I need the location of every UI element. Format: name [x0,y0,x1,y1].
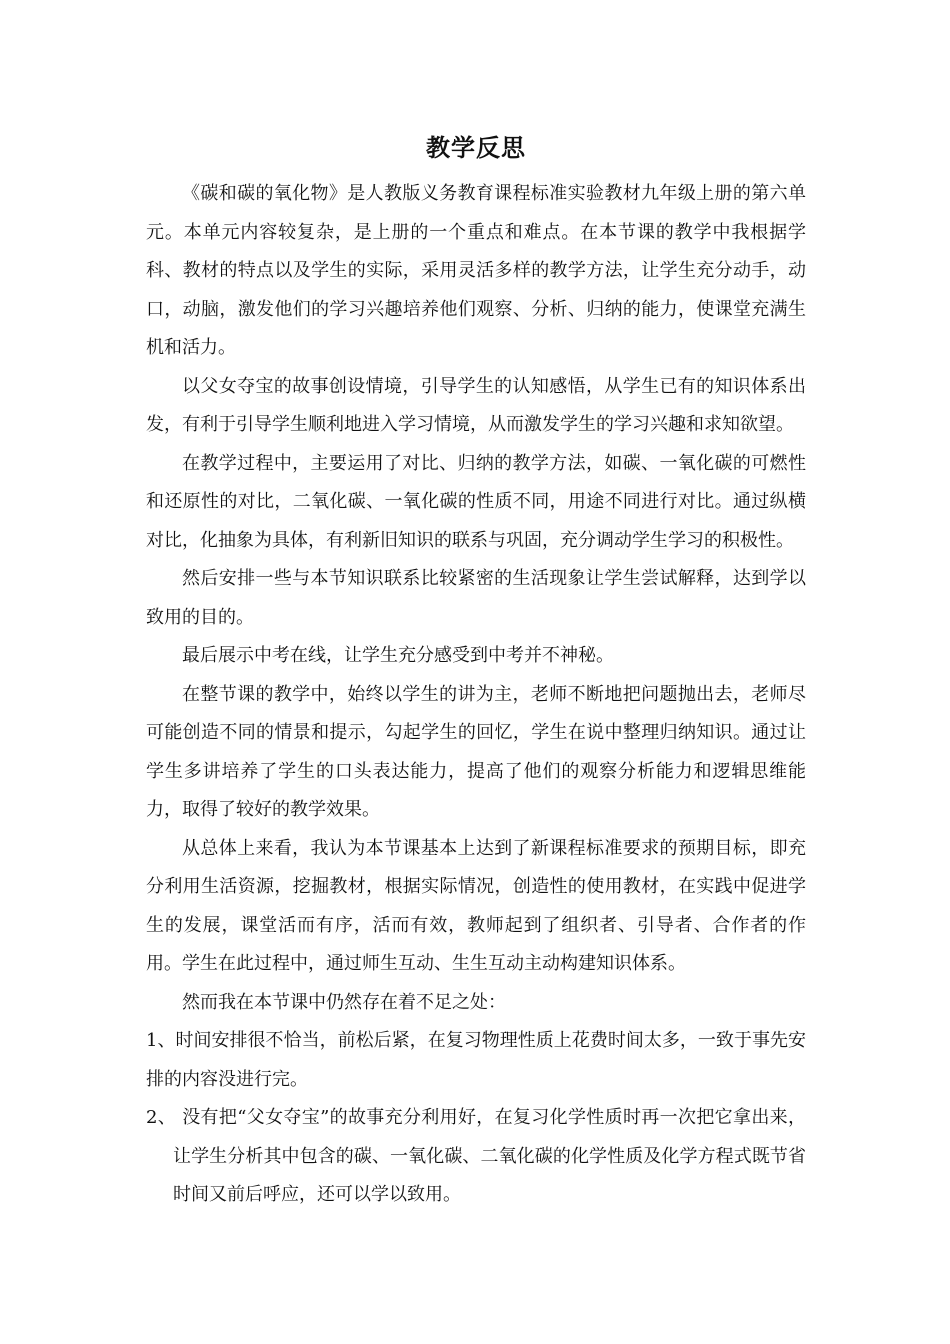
paragraph-overall-summary: 从总体上来看，我认为本节课基本上达到了新课程标准要求的预期目标，即充分利用生活资源，挖掘教材，根据实际情况，创造性的使用教材，在实践中促进学生的发展，课堂活而有序，活而有效，教师起到了组织者、引导者、合作者的作用。学生在此过程中，通过师生互动、生生互动主动构建知识体系。 [146,837,806,974]
shortcoming-item-2 [146,1099,806,1215]
shortcomings-list [146,1022,806,1215]
shortcomings-intro: 然而我在本节课中仍然存在着不足之处： [182,991,506,1013]
list-text: 没有把“父女夺宝”的故事充分利用好，在复习化学性质时再一次把它拿出来，让学生分析其中包含的碳、一氧化碳、二氧化碳的化学性质及化学方程式既节省时间又前后呼应，还可以学以致用。 [173,1107,806,1205]
paragraph-exam-online: 最后展示中考在线，让学生充分感受到中考并不神秘。 [182,645,614,666]
paragraph-teaching-method: 在教学过程中，主要运用了对比、归纳的教学方法，如碳、一氧化碳的可燃性和还原性的对比，二氧化碳、一氧化碳的性质不同，用途不同进行对比。通过纵横对比，化抽象为具体，有利新旧知识的联系与巩固，充分调动学生学习的积极性。 [146,452,806,551]
paragraph-intro: 《碳和碳的氧化物》是人教版义务教育课程标准实验教材九年级上册的第六单元。本单元内容较复杂，是上册的一个重点和难点。在本节课的教学中我根据学科、教材的特点以及学生的实际，采用灵活多样的教学方法，让学生充分动手，动口，动脑，激发他们的学习兴趣培养他们观察、分析、归纳的能力，使课堂充满生机和活力。 [146,183,806,358]
paragraph-story-context: 以父女夺宝的故事创设情境，引导学生的认知感悟，从学生已有的知识体系出发，有利于引导学生顺利地进入学习情境，从而激发学生的学习兴趣和求知欲望。 [146,375,806,435]
document-title: 教学反思 [426,133,526,162]
list-number: 2、 [146,1107,183,1128]
shortcoming-item-1 [146,1022,806,1099]
list-number: 1、 [146,1030,176,1051]
paragraph-application: 然后安排一些与本节知识联系比较紧密的生活现象让学生尝试解释，达到学以致用的目的。 [146,568,806,628]
paragraph-student-centered: 在整节课的教学中，始终以学生的讲为主，老师不断地把问题抛出去，老师尽可能创造不同的情景和提示，勾起学生的回忆，学生在说中整理归纳知识。通过让学生多讲培养了学生的口头表达能力，提高了他们的观察分析能力和逻辑思维能力，取得了较好的教学效果。 [146,683,806,820]
list-text: 时间安排很不恰当，前松后紧，在复习物理性质上花费时间太多，一致于事先安排的内容没进行完。 [146,1030,806,1090]
document-page [146,130,806,1215]
